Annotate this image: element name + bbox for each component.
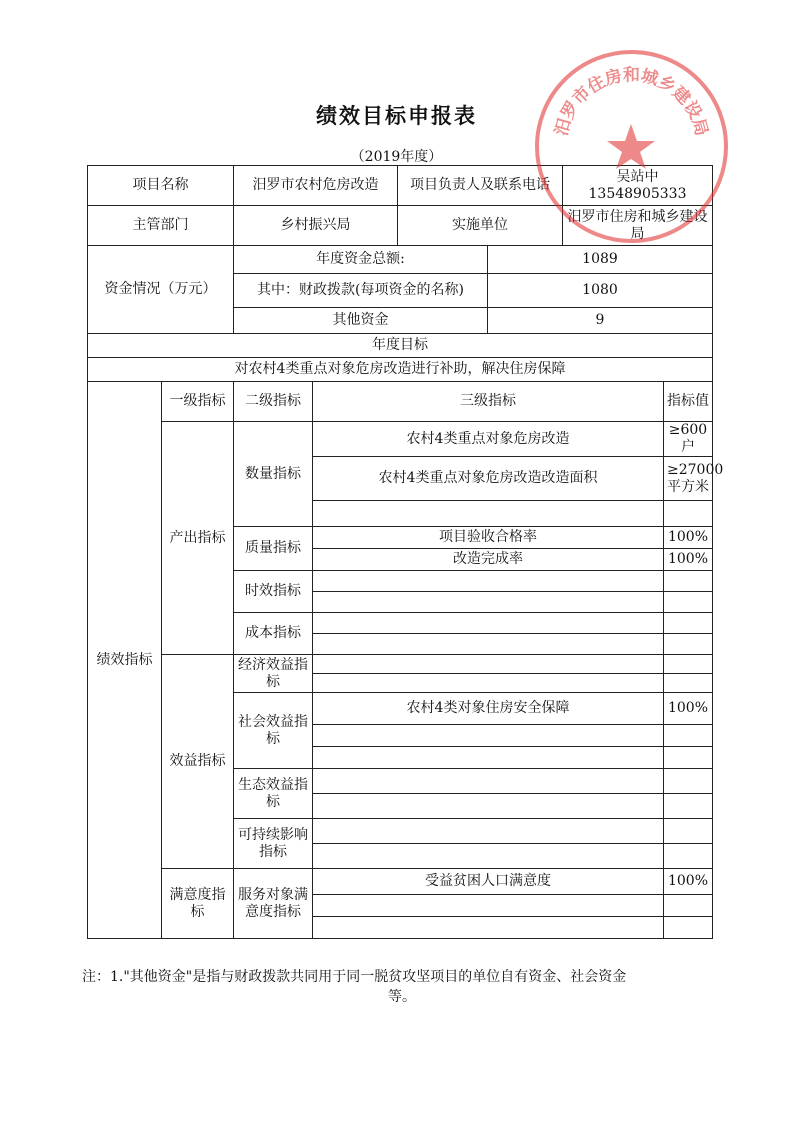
timeliness-indicator-label: 时效指标	[234, 571, 313, 613]
empty-cell	[664, 917, 713, 939]
funds-other-value: 9	[488, 308, 713, 334]
empty-cell	[313, 844, 664, 869]
funds-finance-label: 其中：财政拨款(每项资金的名称)	[234, 274, 488, 308]
funds-other-label: 其他资金	[234, 308, 488, 334]
empty-cell	[664, 634, 713, 655]
performance-indicators-label: 绩效指标	[88, 382, 162, 939]
empty-cell	[313, 725, 664, 747]
funds-total-label: 年度资金总额:	[234, 246, 488, 274]
empty-cell	[664, 592, 713, 613]
header-level3: 三级指标	[313, 382, 664, 422]
benefit-indicators-label: 效益指标	[162, 655, 234, 869]
ecological-indicator-label: 生态效益指标	[234, 769, 313, 819]
funds-finance-value: 1080	[488, 274, 713, 308]
footnote-line-2: 等。	[388, 989, 416, 1005]
annual-goal-label: 年度目标	[88, 334, 713, 358]
quantity-row-1-value: ≥600户	[664, 422, 713, 457]
cost-indicator-label: 成本指标	[234, 613, 313, 655]
service-satisfaction-label: 服务对象满意度指标	[234, 869, 313, 939]
satisfaction-indicators-label: 满意度指标	[162, 869, 234, 939]
empty-cell	[313, 747, 664, 769]
quality-row-1-name: 项目验收合格率	[313, 527, 664, 549]
footnote-line-1: 注：1."其他资金"是指与财政拨款共同用于同一脱贫攻坚项目的单位自有资金、社会资金	[82, 969, 627, 985]
quantity-indicator-label: 数量指标	[234, 422, 313, 527]
empty-cell	[664, 794, 713, 819]
quality-row-1-value: 100%	[664, 527, 713, 549]
department-label: 主管部门	[88, 206, 234, 246]
empty-cell	[664, 819, 713, 844]
empty-cell	[313, 917, 664, 939]
empty-cell	[313, 571, 664, 592]
sustainable-indicator-label: 可持续影响 指标	[234, 819, 313, 869]
satisfaction-row-1-value: 100%	[664, 869, 713, 895]
department-value: 乡村振兴局	[234, 206, 398, 246]
empty-cell	[313, 634, 664, 655]
empty-cell	[664, 844, 713, 869]
performance-table	[87, 165, 724, 939]
implementing-unit-label: 实施单位	[398, 206, 563, 246]
empty-cell	[313, 613, 664, 634]
quantity-row-3-name	[313, 501, 664, 527]
empty-cell	[664, 674, 713, 693]
project-contact-value: 吴站中 13548905333	[563, 166, 713, 206]
empty-cell	[313, 655, 664, 674]
quantity-row-2-name: 农村4类重点对象危房改造改造面积	[313, 457, 664, 501]
page-title: 绩效目标申报表	[316, 103, 477, 128]
quality-indicator-label: 质量指标	[234, 527, 313, 571]
social-row-1-value: 100%	[664, 693, 713, 725]
quantity-row-2-value: ≥27000平方米	[664, 457, 713, 501]
empty-cell	[664, 895, 713, 917]
empty-cell	[313, 674, 664, 693]
footnote	[82, 967, 722, 1007]
empty-cell	[313, 819, 664, 844]
empty-cell	[664, 571, 713, 592]
project-name-label: 项目名称	[88, 166, 234, 206]
quantity-row-1-name: 农村4类重点对象危房改造	[313, 422, 664, 457]
economic-indicator-label: 经济效益指标	[234, 655, 313, 693]
header-level1: 一级指标	[162, 382, 234, 422]
funds-total-value: 1089	[488, 246, 713, 274]
empty-cell	[313, 895, 664, 917]
project-contact-label: 项目负责人及联系电话	[398, 166, 563, 206]
output-indicators-label: 产出指标	[162, 422, 234, 655]
empty-cell	[313, 794, 664, 819]
funds-label: 资金情况（万元）	[88, 246, 234, 334]
empty-cell	[313, 769, 664, 794]
social-row-1-name: 农村4类对象住房安全保障	[313, 693, 664, 725]
empty-cell	[664, 747, 713, 769]
social-indicator-label: 社会效益指标	[234, 693, 313, 769]
quality-row-2-value: 100%	[664, 549, 713, 571]
project-name-value: 汨罗市农村危房改造	[234, 166, 398, 206]
quantity-row-3-value	[664, 501, 713, 527]
implementing-unit-value: 汨罗市住房和城乡建设局	[563, 206, 713, 246]
empty-cell	[664, 769, 713, 794]
empty-cell	[664, 725, 713, 747]
svg-text:汨罗市住房和城乡建设局: 汨罗市住房和城乡建设局	[551, 65, 712, 139]
header-level2: 二级指标	[234, 382, 313, 422]
report-year: （2019年度）	[350, 149, 443, 165]
quality-row-2-name: 改造完成率	[313, 549, 664, 571]
header-value: 指标值	[664, 382, 713, 422]
empty-cell	[313, 592, 664, 613]
empty-cell	[664, 613, 713, 634]
empty-cell	[664, 655, 713, 674]
annual-goal-text: 对农村4类重点对象危房改造进行补助，解决住房保障	[88, 358, 713, 382]
satisfaction-row-1-name: 受益贫困人口满意度	[313, 869, 664, 895]
